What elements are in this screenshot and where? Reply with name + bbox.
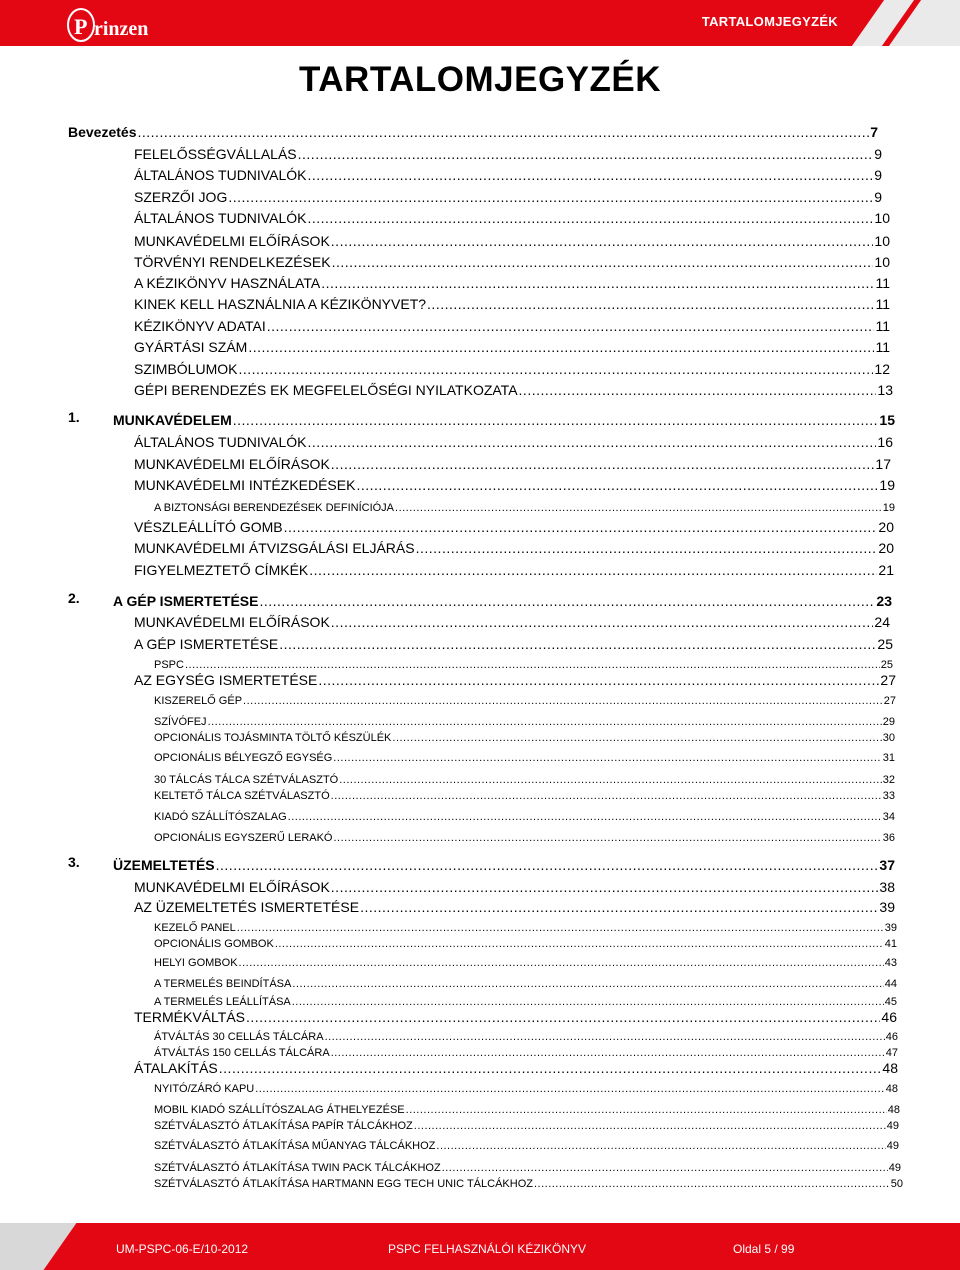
document-code: UM-PSPC-06-E/10-2012 [116,1242,249,1256]
toc-page-number: 32 [882,774,895,786]
toc-page-number: 25 [880,659,893,671]
toc-page-number: 49 [886,1120,899,1132]
svg-text:rinzen: rinzen [94,18,149,40]
toc-entry-title: MUNKAVÉDELMI ELŐÍRÁSOK [134,879,330,895]
page-title: TARTALOMJEGYZÉK [298,60,662,99]
chapter-number: 2. [68,590,80,606]
toc-page-number: 23 [876,593,892,609]
toc-page-number: 30 [882,732,895,744]
toc-entry[interactable] [134,669,896,687]
toc-leader-dots [519,383,877,397]
toc-entry[interactable] [134,143,882,161]
toc-page-number: 45 [884,996,897,1008]
toc-leader-dots [395,503,882,514]
toc-page-number: 29 [882,716,895,728]
toc-entry[interactable] [134,611,890,629]
svg-text:P: P [74,14,88,39]
toc-leader-dots [216,858,879,872]
toc-entry-title: OPCIONÁLIS TOJÁSMINTA TÖLTŐ KÉSZÜLÉK [154,732,392,744]
toc-entry-title: ÜZEMELTETÉS [113,857,215,873]
toc-entry[interactable] [134,516,894,534]
toc-entry[interactable] [134,633,893,651]
toc-entry-title: SZÉTVÁLASZTÓ ÁTLAKÍTÁSA HARTMANN EGG TECH UNIC TÁLCÁKHOZ [154,1178,533,1190]
toc-page-number: 27 [883,695,896,707]
toc-page-number: 19 [882,502,895,514]
toc-page-number: 33 [882,790,895,802]
toc-entry[interactable] [154,689,896,707]
toc-leader-dots [243,696,883,707]
toc-leader-dots [318,673,879,687]
toc-entry-title: A GÉP ISMERTETÉSE [134,636,279,652]
toc-page-number: 41 [884,938,897,950]
toc-leader-dots [331,880,879,894]
toc-entry-title: GYÁRTÁSI SZÁM [134,339,248,355]
toc-entry[interactable] [154,746,895,764]
toc-entry-title: SZÉTVÁLASZTÓ ÁTLAKÍTÁSA MŰANYAG TÁLCÁKHOZ [154,1140,436,1152]
toc-page-number: 21 [878,562,894,578]
toc-page-number: 49 [886,1140,899,1152]
toc-entry-title: SZÉTVÁLASZTÓ ÁTLAKÍTÁSA PAPÍR TÁLCÁKHOZ [154,1120,413,1132]
toc-entry[interactable] [154,1172,903,1190]
toc-page-number: 39 [884,922,897,934]
toc-leader-dots [333,753,881,764]
toc-leader-dots [534,1179,890,1190]
toc-entry[interactable] [154,1134,899,1152]
toc-page-number: 11 [875,339,890,355]
toc-entry[interactable] [154,1114,899,1132]
toc-leader-dots [334,833,882,844]
toc-page-number: 20 [878,540,894,556]
toc-entry[interactable] [134,876,895,894]
toc-page-number: 46 [885,1031,898,1043]
toc-page-number: 48 [885,1083,898,1095]
toc-leader-dots [307,435,876,449]
manual-title: PSPC FELHASZNÁLÓI KÉZIKÖNYV [388,1242,587,1256]
toc-page-number: 27 [880,672,896,688]
toc-page-number: 10 [874,233,890,249]
toc-entry-title: OPCIONÁLIS BÉLYEGZŐ EGYSÉG [154,752,333,764]
toc-page-number: 7 [870,124,878,140]
toc-leader-dots [414,1121,886,1132]
toc-entry-title: SZÉTVÁLASZTÓ ÁTLAKÍTÁSA TWIN PACK TÁLCÁKHOZ [154,1162,441,1174]
toc-entry[interactable] [154,826,895,844]
toc-leader-dots [309,563,877,577]
toc-entry[interactable] [134,431,893,449]
toc-entry[interactable] [134,896,895,914]
toc-page-number: 34 [882,811,895,823]
toc-page-number: 12 [874,361,890,377]
toc-page-number: 37 [879,857,895,873]
toc-leader-dots [267,319,875,333]
toc-entry[interactable] [154,972,897,990]
toc-entry-title: SZÍVÓFEJ [154,716,207,728]
toc-entry[interactable] [134,559,894,577]
toc-leader-dots [275,939,884,950]
toc-entry-title: MUNKAVÉDELMI ÁTVIZSGÁLÁSI ELJÁRÁS [134,540,415,556]
toc-entry-title: KIADÓ SZÁLLÍTÓSZALAG [154,811,287,823]
toc-entry-title: A KÉZIKÖNYV HASZNÁLATA [134,275,321,291]
toc-page-number: 11 [875,296,890,312]
toc-page-number: 9 [874,189,882,205]
toc-entry-title: KEZELŐ PANEL [154,922,236,934]
toc-leader-dots [284,520,878,534]
toc-entry-title: KELTETŐ TÁLCA SZÉTVÁLASZTÓ [154,790,330,802]
toc-entry[interactable] [134,537,894,555]
toc-entry-title: OPCIONÁLIS EGYSZERŰ LERAKÓ [154,832,333,844]
toc-entry-title: VÉSZLEÁLLÍTÓ GOMB [134,519,283,535]
toc-entry[interactable] [134,207,890,225]
toc-entry[interactable] [154,805,895,823]
toc-entry[interactable] [134,474,895,492]
toc-entry-title: KINEK KELL HASZNÁLNIA A KÉZIKÖNYVET? [134,296,427,312]
toc-entry-title: ÁLTALÁNOS TUDNIVALÓK [134,434,307,450]
toc-entry-title: ÁTVÁLTÁS 30 CELLÁS TÁLCÁRA [154,1031,324,1043]
toc-entry[interactable] [134,358,890,376]
toc-leader-dots [307,211,873,225]
toc-page-number: 17 [875,456,891,472]
toc-leader-dots [238,362,873,376]
toc-entry[interactable] [134,164,882,182]
toc-entry-title: AZ ÜZEMELTETÉS ISMERTETÉSE [134,899,360,915]
toc-entry-title: KISZERELŐ GÉP [154,695,243,707]
toc-leader-dots [392,733,881,744]
toc-page-number: 10 [874,254,890,270]
toc-leader-dots [246,1010,880,1024]
toc-leader-dots [331,457,875,471]
toc-entry[interactable] [134,1057,898,1075]
toc-leader-dots [248,340,874,354]
toc-page-number: 9 [874,146,882,162]
toc-entry-title: PSPC [154,659,184,671]
toc-entry-title: MUNKAVÉDELMI ELŐÍRÁSOK [134,456,330,472]
toc-page-number: 44 [884,978,897,990]
toc-entry-title: MUNKAVÉDELMI ELŐÍRÁSOK [134,233,330,249]
toc-entry[interactable] [134,1006,897,1024]
toc-entry-title: SZIMBÓLUMOK [134,361,238,377]
toc-entry-title: ÁLTALÁNOS TUDNIVALÓK [134,167,307,183]
toc-page-number: 11 [875,275,890,291]
toc-leader-dots [416,541,878,555]
toc-entry-title: MUNKAVÉDELMI ELŐÍRÁSOK [134,614,330,630]
toc-entry[interactable] [134,272,890,290]
toc-page-number: 38 [879,879,895,895]
toc-leader-dots [331,234,874,248]
toc-page-number: 31 [882,752,895,764]
toc-leader-dots [298,147,874,161]
toc-entry[interactable] [134,453,891,471]
toc-page-number: 25 [877,636,893,652]
toc-entry-title: A BIZTONSÁGI BERENDEZÉSEK DEFINÍCIÓJA [154,502,395,514]
toc-leader-dots [356,478,878,492]
toc-entry[interactable] [134,251,890,269]
toc-page-number: 43 [884,957,897,969]
toc-entry[interactable] [134,379,893,397]
toc-leader-dots [259,594,875,608]
toc-entry-title: MUNKAVÉDELMI INTÉZKEDÉSEK [134,477,356,493]
header-section-title: TARTALOMJEGYZÉK [701,14,838,29]
toc-leader-dots [331,615,874,629]
toc-entry-title: KÉZIKÖNYV ADATAI [134,318,266,334]
toc-leader-dots [331,791,882,802]
toc-entry[interactable] [134,315,890,333]
toc-entry[interactable] [134,230,890,248]
toc-entry-title: TERMÉKVÁLTÁS [134,1009,245,1025]
toc-leader-dots [360,900,878,914]
toc-entry-title: FIGYELMEZTETŐ CÍMKÉK [134,562,309,578]
toc-page-number: 47 [885,1047,898,1059]
toc-page-number: 39 [879,899,895,915]
toc-entry-title: TÖRVÉNYI RENDELKEZÉSEK [134,254,331,270]
toc-page-number: 50 [890,1178,903,1190]
toc-page-number: 10 [874,210,890,226]
toc-page-number: 20 [878,519,894,535]
toc-entry-title: A TERMELÉS BEINDÍTÁSA [154,978,292,990]
toc-entry-title: NYITÓ/ZÁRÓ KAPU [154,1083,255,1095]
toc-page-number: 48 [887,1104,900,1116]
toc-entry[interactable] [154,496,895,514]
toc-entry-title: A TERMELÉS LEÁLLÍTÁSA [154,996,291,1008]
toc-leader-dots [239,958,884,969]
chapter-number: 1. [68,409,80,425]
toc-page-number: 36 [882,832,895,844]
toc-entry-title: SZERZŐI JOG [134,189,228,205]
toc-leader-dots [332,255,874,269]
toc-leader-dots [427,297,874,311]
toc-page-number: 19 [879,477,895,493]
toc-entry[interactable] [134,336,890,354]
toc-page-number: 24 [874,614,890,630]
page-number: Oldal 5 / 99 [733,1242,795,1256]
toc-page-number: 16 [877,434,893,450]
toc-entry[interactable] [154,932,897,950]
toc-entry-title: FELELŐSSÉGVÁLLALÁS [134,146,297,162]
toc-leader-dots [436,1141,885,1152]
toc-page-number: 9 [874,167,882,183]
toc-leader-dots [233,413,879,427]
toc-leader-dots [219,1061,882,1075]
toc-entry[interactable] [134,293,890,311]
toc-entry-title: MOBIL KIADÓ SZÁLLÍTÓSZALAG ÁTHELYEZÉSE [154,1104,405,1116]
toc-entry[interactable] [154,726,895,744]
toc-leader-dots [307,168,873,182]
toc-leader-dots [279,637,876,651]
toc-leader-dots [321,276,874,290]
toc-leader-dots [138,125,870,139]
toc-leader-dots [255,1084,885,1095]
toc-entry-title: OPCIONÁLIS GOMBOK [154,938,274,950]
toc-page-number: 11 [875,318,890,334]
toc-page-number: 15 [879,412,895,428]
toc-entry-title: ÁTALAKÍTÁS [134,1060,218,1076]
toc-leader-dots [228,190,873,204]
toc-entry[interactable] [113,854,895,872]
toc-leader-dots [292,979,883,990]
toc-entry-title: ÁLTALÁNOS TUDNIVALÓK [134,210,307,226]
toc-entry[interactable] [154,784,895,802]
toc-entry[interactable] [113,409,895,427]
toc-entry-title: 30 TÁLCÁS TÁLCA SZÉTVÁLASZTÓ [154,774,339,786]
toc-entry[interactable] [113,590,892,608]
toc-entry[interactable] [68,121,878,139]
toc-page-number: 48 [882,1060,898,1076]
toc-entry[interactable] [134,186,882,204]
toc-entry-title: GÉPI BERENDEZÉS EK MEGFELELŐSÉGI NYILATKOZATA [134,382,518,398]
chapter-number: 3. [68,854,80,870]
toc-entry-title: A GÉP ISMERTETÉSE [113,593,259,609]
toc-entry[interactable] [154,1077,898,1095]
toc-page-number: 46 [881,1009,897,1025]
toc-leader-dots [288,812,882,823]
toc-entry-title: Bevezetés [68,124,137,140]
toc-page-number: 49 [888,1162,901,1174]
toc-page-number: 13 [877,382,893,398]
toc-entry-title: AZ EGYSÉG ISMERTETÉSE [134,672,318,688]
page-footer [0,1223,960,1270]
toc-entry-title: ÁTVÁLTÁS 150 CELLÁS TÁLCÁRA [154,1047,330,1059]
toc-entry[interactable] [154,951,897,969]
toc-entry-title: MUNKAVÉDELEM [113,412,232,428]
footer-stripe [0,1223,76,1270]
toc-entry-title: HELYI GOMBOK [154,957,238,969]
